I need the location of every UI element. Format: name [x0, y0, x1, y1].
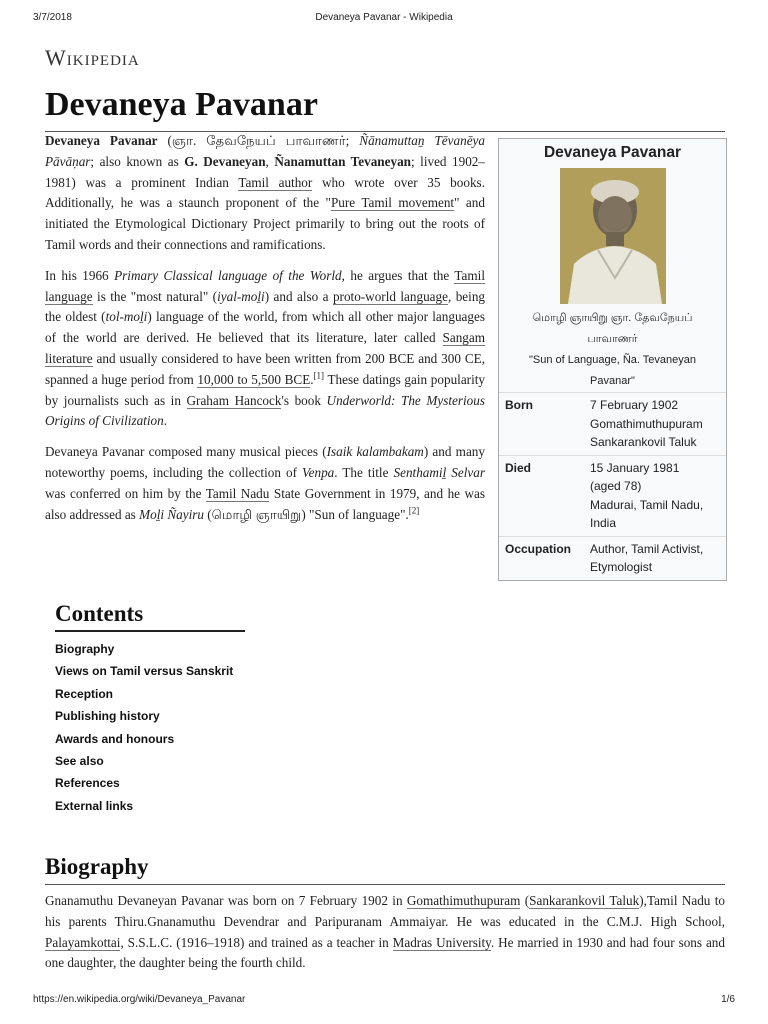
text: ; lived 1902–1981) was a prominent Indian — [45, 153, 485, 190]
text: , he argues that the — [341, 267, 455, 283]
value-line: 7 February 1902 — [590, 398, 679, 412]
biography-paragraph — [45, 891, 725, 974]
link-tamil-nadu[interactable]: Tamil Nadu — [205, 485, 270, 501]
reference-2[interactable]: [2] — [408, 505, 420, 516]
term: iyal-moḻi — [217, 288, 265, 304]
text: was conferred on him by the — [45, 485, 206, 501]
link-madras-university[interactable]: Madras University — [392, 934, 491, 950]
print-header — [33, 12, 735, 26]
text: Gnanamuthu Devaneyan Pavanar was born on 7 February 1902 in — [45, 893, 407, 908]
biography-section — [45, 852, 725, 974]
toc-item-see-also[interactable]: See also — [55, 754, 104, 769]
photo-caption — [499, 304, 726, 392]
value-line: India — [590, 516, 617, 530]
text: ) and also a — [264, 288, 333, 304]
text: , — [265, 153, 275, 169]
value-line: Author, Tamil Activist, — [590, 541, 704, 556]
intro-paragraph-3 — [45, 442, 485, 525]
infobox-value — [590, 459, 722, 533]
toc-item-publishing-history[interactable]: Publishing history — [55, 709, 160, 724]
caption-tamil-line-1: மொழி ஞாயிறு ஞா. தேவநேயப் — [532, 312, 693, 324]
contents-heading: Contents — [55, 601, 245, 632]
caption-english-line-1: "Sun of Language, Ña. Tevaneyan — [529, 354, 696, 366]
link-tamil-language[interactable]: Tamil language — [45, 267, 485, 304]
text: Devaneya Pavanar composed many musical pieces ( — [45, 444, 327, 460]
toc-item-awards[interactable]: Awards and honours — [55, 731, 175, 746]
text: . — [163, 413, 167, 429]
value-line: Gomathimuthupuram — [590, 416, 703, 431]
text: . The title — [334, 464, 394, 480]
link-pure-tamil-movement[interactable]: Pure Tamil movement — [330, 195, 455, 211]
toc-item-biography[interactable]: Biography — [55, 642, 115, 656]
infobox-title: Devaneya Pavanar — [543, 144, 681, 161]
toc-item-external-links[interactable]: External links — [55, 798, 134, 813]
wikipedia-wordmark: Wikipedia — [45, 45, 140, 70]
intro-paragraph-2 — [45, 266, 485, 432]
portrait-photo[interactable] — [560, 168, 666, 304]
term: Venpa — [302, 464, 335, 480]
toc-item-references[interactable]: References — [55, 776, 120, 791]
value-line: Madurai, Tamil Nadu, — [590, 497, 704, 512]
print-footer — [33, 994, 735, 1008]
page-url: https://en.wikipedia.org/wiki/Devaneya_Pavanar — [33, 994, 246, 1005]
text: ; also known as — [90, 153, 185, 169]
value-line: Etymologist — [590, 560, 653, 574]
value-line: 15 January 1981 — [590, 460, 680, 475]
text: State Government in 1979, and he was also addressed as — [45, 485, 486, 522]
alias-1: G. Devaneyan — [184, 153, 266, 169]
text: . He married in 1930 and had four sons and one daughter, the daughter being the fourth child. — [45, 934, 725, 971]
link-sankarankovil-taluk[interactable]: Sankarankovil Taluk — [529, 893, 640, 908]
contents-list — [55, 638, 245, 817]
infobox-value — [590, 396, 722, 452]
toc-item-reception[interactable]: Reception — [55, 686, 114, 701]
link-date-range[interactable]: 10,000 to 5,500 BCE — [197, 371, 311, 387]
term: Moḻi Ñayiru — [139, 506, 204, 522]
text: ) language of the world, from which all other major languages of the world are derived. He believed that its literature, later called — [45, 309, 485, 346]
link-sangam-literature[interactable]: Sangam literature — [45, 330, 485, 366]
link-proto-world-language[interactable]: proto-world language — [332, 288, 448, 304]
text: (ஞா. தேவநேயப் பாவாணர்; — [157, 133, 360, 148]
text: These datings gain popularity by journalists such as in — [45, 371, 485, 408]
text: " and initiated the Etymological Dictionary Project primarily to bring out the roots of Tamil words and their connections and ramifications. — [45, 195, 485, 252]
book-title: Primary Classical language of the World — [114, 267, 342, 283]
infobox — [498, 138, 727, 581]
infobox-row-born — [499, 392, 726, 455]
print-page-title: Devaneya Pavanar - Wikipedia — [315, 12, 453, 23]
page-number: 1/6 — [721, 994, 735, 1005]
text: , S.S.L.C. (1916–1918) and trained as a teacher in — [120, 934, 393, 950]
term: Isaik kalambakam — [326, 444, 424, 460]
text: who wrote over 35 books. Additionally, he was a staunch proponent of the " — [45, 174, 485, 211]
link-palayamkottai[interactable]: Palayamkottai — [45, 934, 121, 950]
book-title: Underworld: The Mysterious Origins of Civilization — [45, 392, 485, 429]
print-date: 3/7/2018 — [33, 12, 72, 23]
text: ) and many noteworthy poems, including the collection of — [45, 444, 485, 480]
infobox-label: Occupation — [505, 541, 572, 556]
text: . — [310, 371, 314, 387]
value-line: Sankarankovil Taluk — [590, 435, 697, 449]
wikipedia-logo[interactable] — [45, 45, 140, 71]
link-graham-hancock[interactable]: Graham Hancock — [186, 392, 282, 408]
caption-tamil-line-2: பாவாணர் — [587, 333, 638, 345]
infobox-label: Born — [505, 398, 533, 412]
text: is the "most natural" ( — [92, 288, 218, 304]
toc-item-views[interactable]: Views on Tamil versus Sanskrit — [55, 664, 234, 679]
reference-1[interactable]: [1] — [313, 370, 325, 381]
text: ( — [520, 893, 530, 908]
text: 's book — [281, 392, 327, 408]
value-line: (aged 78) — [590, 479, 642, 493]
infobox-label: Died — [505, 460, 532, 475]
intro-paragraph-1 — [45, 131, 485, 256]
term: tol-moḻi — [105, 309, 148, 325]
alias-2: Ñanamuttan Tevaneyan — [274, 153, 411, 169]
table-of-contents — [55, 601, 245, 817]
text: (மொழி ஞாயிறு) "Sun of language". — [203, 506, 409, 522]
transliteration: Ñānamuttaṉ Tēvanēya Pāvāṇar — [45, 133, 485, 169]
infobox-row-occupation — [499, 536, 726, 580]
infobox-value — [590, 540, 722, 577]
term: Senthamiḻ Selvar — [393, 464, 485, 480]
intro-section — [45, 131, 485, 535]
infobox-row-died — [499, 455, 726, 536]
caption-english-line-2: Pavanar" — [590, 375, 635, 387]
biography-heading: Biography — [45, 852, 725, 885]
link-gomathimuthupuram[interactable]: Gomathimuthupuram — [406, 893, 521, 908]
article-title: Devaneya Pavanar — [45, 83, 725, 132]
text: In his 1966 — [45, 267, 115, 283]
text: , being the oldest ( — [45, 288, 486, 325]
text: and usually considered to have been written from 200 BCE and 300 CE, spanned a huge period from — [45, 350, 485, 387]
text: ),Tamil Nadu to his parents Thiru.Gnanamuthu Devendrar and Paripuranam Ammaiyar. He was educated in the C.M.J. High School, — [45, 893, 725, 929]
subject-name: Devaneya Pavanar — [45, 133, 158, 148]
link-tamil-author[interactable]: Tamil author — [238, 174, 313, 190]
